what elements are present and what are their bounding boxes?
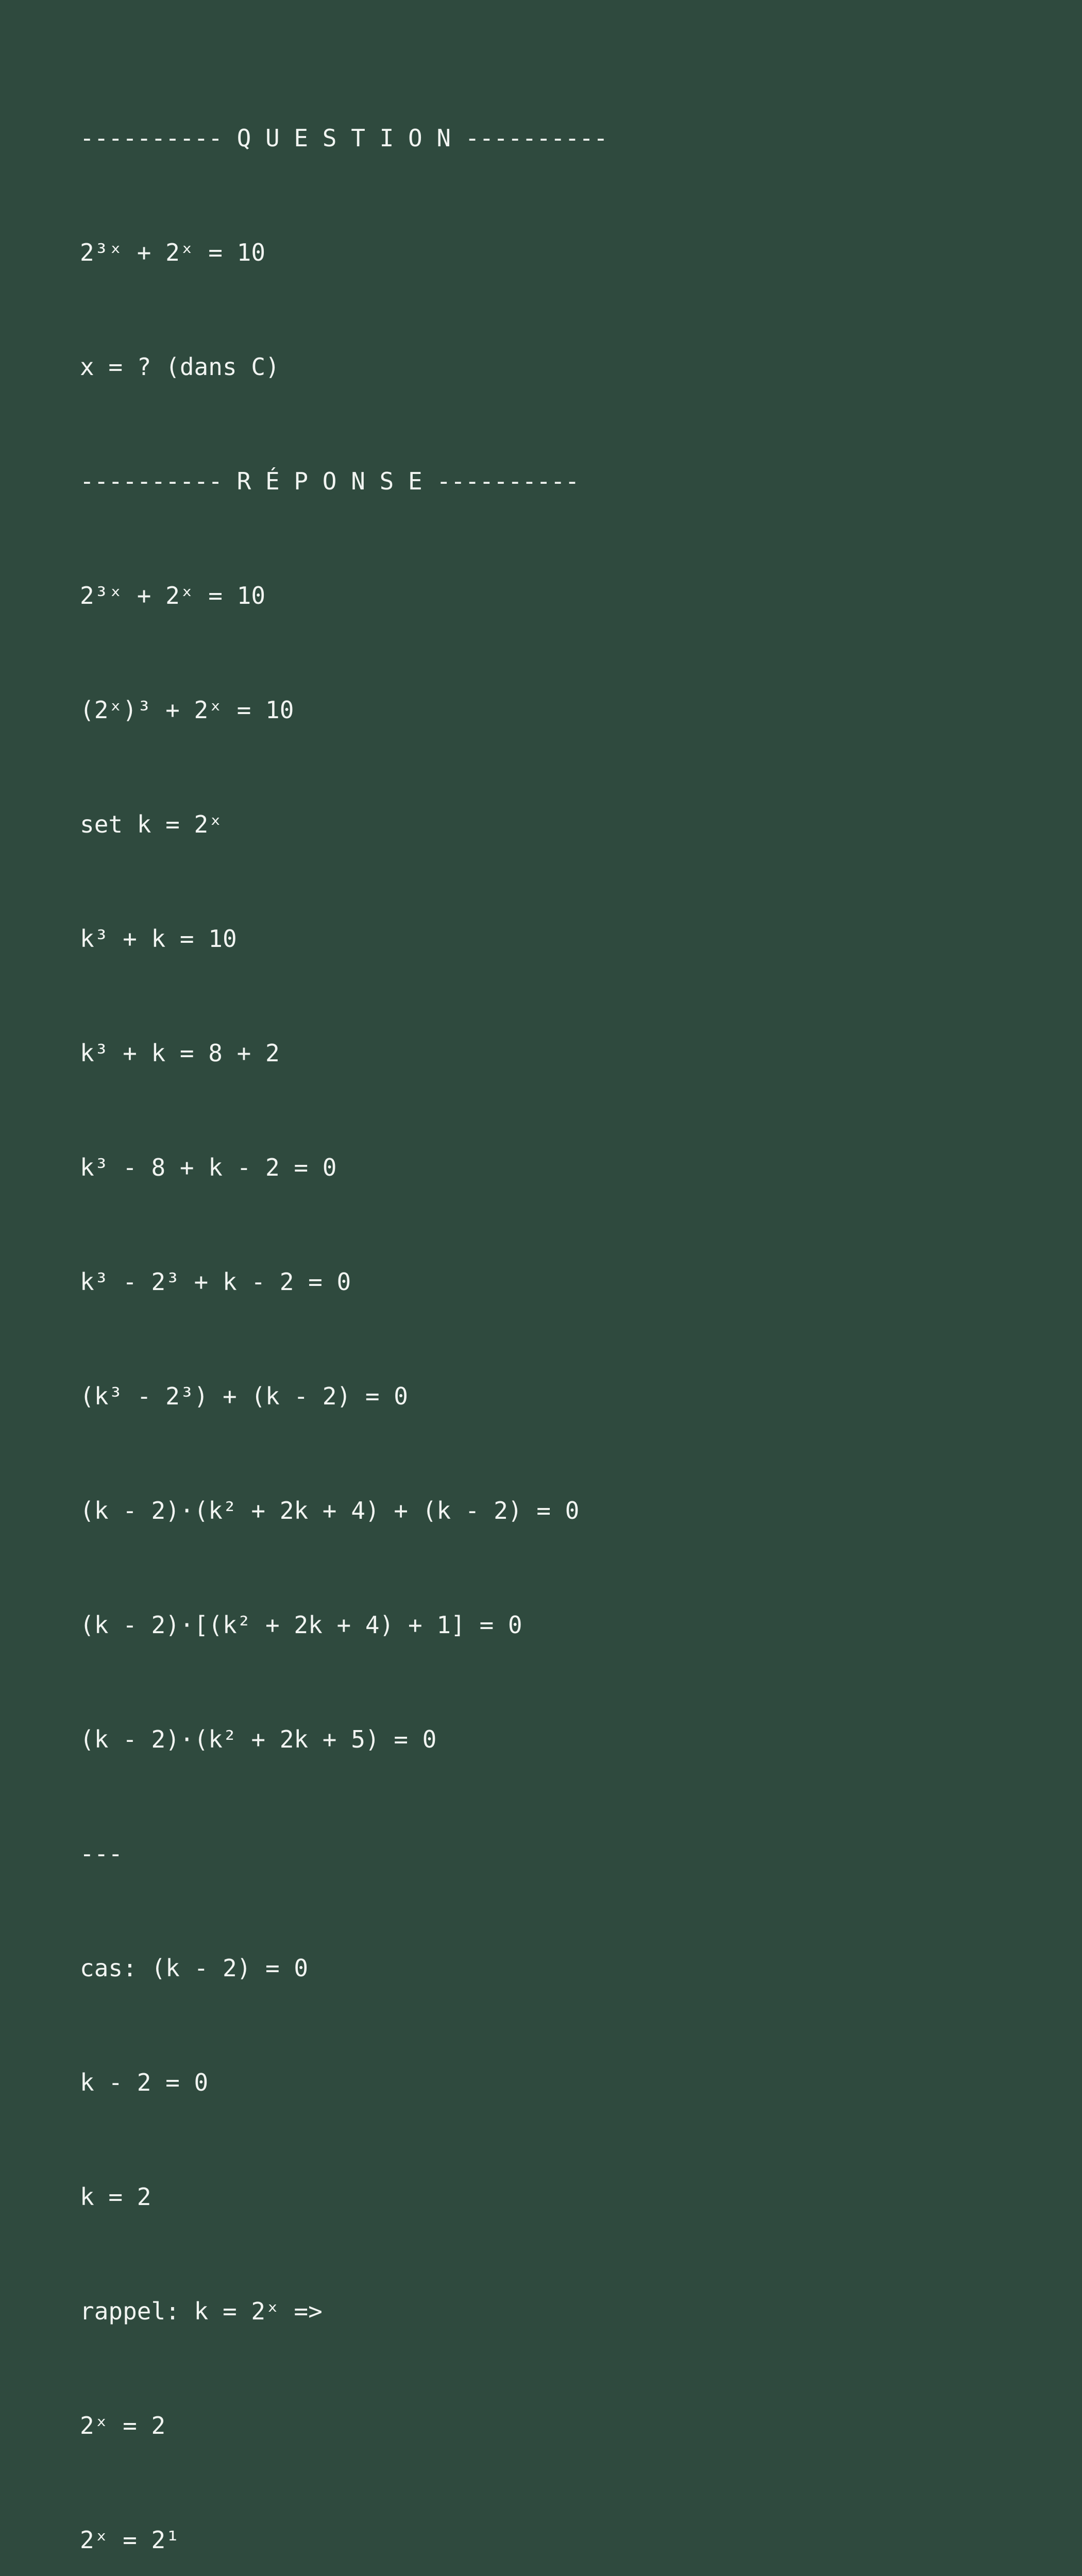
question-header: ---------- Q U E S T I O N ---------- [80,124,608,152]
step-line: 2³ˣ + 2ˣ = 10 [80,582,266,609]
step-line: (k³ - 2³) + (k - 2) = 0 [80,1382,408,1410]
step-line: (2ˣ)³ + 2ˣ = 10 [80,696,294,724]
step-line: (k - 2)·(k² + 2k + 5) = 0 [80,1725,437,1753]
separator: --- [80,1840,123,1868]
step-line: set k = 2ˣ [80,810,223,838]
step-line: (k - 2)·[(k² + 2k + 4) + 1] = 0 [80,1611,522,1639]
step-line: 2ˣ = 2 [80,2412,166,2439]
question-line: x = ? (dans C) [80,353,280,381]
case-heading: cas: (k - 2) = 0 [80,1954,309,1982]
answer-header: ---------- R É P O N S E ---------- [80,467,580,495]
step-line: k = 2 [80,2183,151,2211]
step-line: k - 2 = 0 [80,2069,209,2096]
step-line: (k - 2)·(k² + 2k + 4) + (k - 2) = 0 [80,1497,580,1524]
step-line: rappel: k = 2ˣ => [80,2297,323,2325]
step-line: k³ - 8 + k - 2 = 0 [80,1154,337,1181]
equation-line: 2³ˣ + 2ˣ = 10 [80,239,266,266]
step-line: 2ˣ = 2¹ [80,2526,180,2554]
document [80,66,1049,2576]
step-line: k³ + k = 8 + 2 [80,1039,280,1067]
step-line: k³ + k = 10 [80,925,237,953]
step-line: k³ - 2³ + k - 2 = 0 [80,1268,351,1296]
